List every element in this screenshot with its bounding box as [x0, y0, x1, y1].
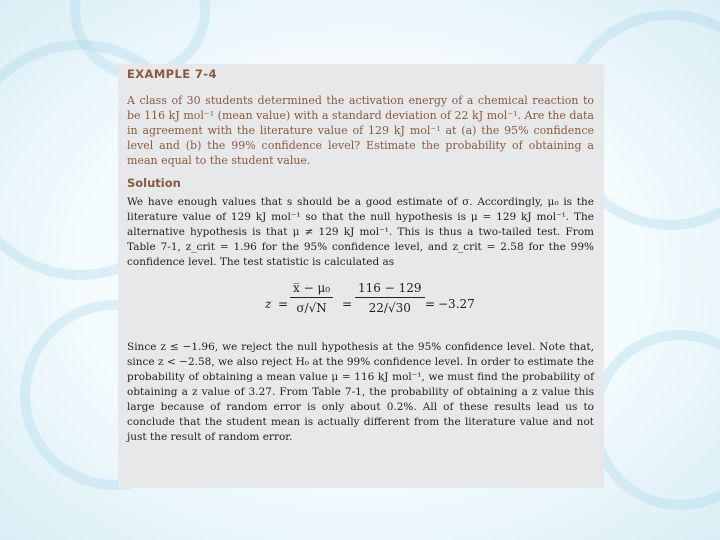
equation-result: −3.27 [438, 297, 475, 311]
fraction-denominator: 22/√30 [368, 301, 411, 315]
solution-heading: Solution [127, 176, 181, 190]
fraction-numerator: x̅ − μ₀ [290, 280, 333, 298]
symbolic-fraction [290, 280, 333, 317]
example-panel [118, 64, 604, 488]
equals-sign: = [342, 297, 353, 311]
solution-paragraph-2: Since z ≤ −1.96, we reject the null hypothesis at the 95% confidence level. Note that, since z < −2.58, we also reject H₀ at the 99% confidence level. In order to estimate the probability of obtaining a mean value μ = 116 kJ mol⁻¹, we must find the probability of obtaining a z value of 3.27. From Table 7-1, the probability of obtaining a z value this large because of random error is only about 0.2%. All of these results lead us to conclude that the student mean is actually different from the literature value and not just the result of random error. [127, 341, 594, 443]
equals-sign: = [278, 297, 289, 311]
equation-lhs: z [265, 297, 272, 311]
background-ring [590, 330, 720, 510]
problem-statement: A class of 30 students determined the activation energy of a chemical reaction to be 116 kJ mol⁻¹ (mean value) with a standard deviation of 22 kJ mol⁻¹. Are the data in agreement with the literature value of 129 kJ mol⁻¹ at (a) the 95% confidence level and (b) the 99% confidence level? Estimate the probability of obtaining a mean equal to the student value. [127, 94, 594, 167]
test-statistic-equation [127, 280, 594, 336]
numeric-fraction [355, 280, 425, 317]
equals-sign: = [425, 297, 436, 311]
fraction-denominator: σ/√N [296, 301, 327, 315]
fraction-numerator: 116 − 129 [355, 280, 425, 298]
example-title: EXAMPLE 7-4 [127, 67, 217, 81]
solution-paragraph-1: We have enough values that s should be a good estimate of σ. Accordingly, μ₀ is the literature value of 129 kJ mol⁻¹ so that the null hypothesis is μ = 129 kJ mol⁻¹. The alternative hypothesis is that μ ≠ 129 kJ mol⁻¹. This is thus a two-tailed test. From Table 7-1, z_crit = 1.96 for the 95% confidence level, and z_crit = 2.58 for the 99% confidence level. The test statistic is calculated as [127, 196, 594, 268]
